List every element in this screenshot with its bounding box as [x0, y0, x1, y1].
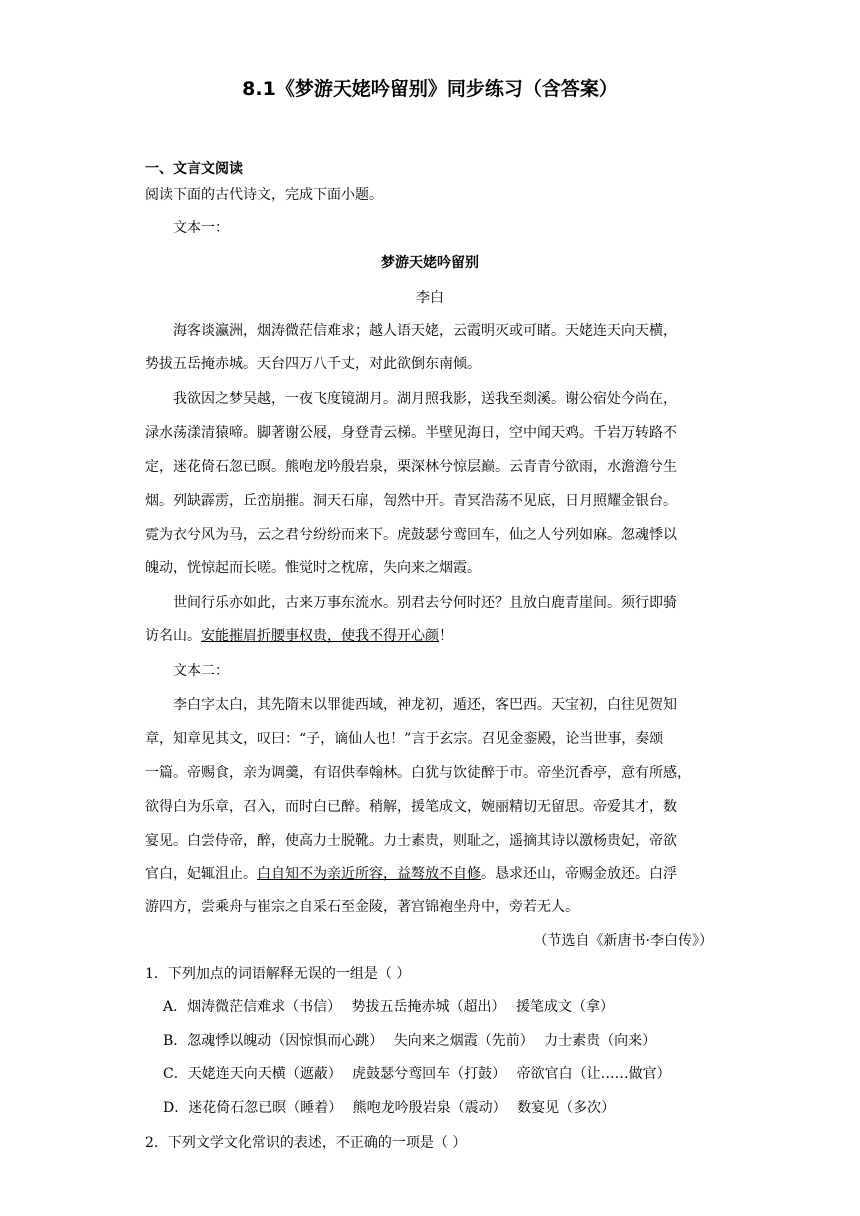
text2-line: 宴见。白尝侍帝，醉，使高力士脱靴。力士素贵，则耻之，遥摘其诗以激杨贵妃，帝欲: [145, 833, 677, 849]
text2-line: 章，知章见其文，叹曰：“子，谪仙人也！”言于玄宗。召见金銮殿，论当世事，奏颂: [145, 731, 664, 747]
poem-title: 梦游天姥吟留别: [381, 255, 479, 271]
poem-text: 访名山。: [145, 628, 201, 644]
poem-line: 渌水荡漾清猿啼。脚著谢公屐，身登青云梯。半壁见海日，空中闻天鸡。千岩万转路不: [145, 425, 677, 441]
poem-line: 我欲因之梦吴越，一夜飞度镜湖月。湖月照我影，送我至剡溪。谢公宿处今尚在，: [173, 391, 677, 407]
poem-line: 魄动，恍惊起而长嗟。惟觉时之枕席，失向来之烟霞。: [145, 560, 481, 576]
source-citation: （节选自《新唐书·李白传》）: [533, 933, 713, 949]
poem-line: 势拔五岳掩赤城。天台四万八千丈，对此欲倒东南倾。: [145, 356, 481, 372]
section-heading: 一、文言文阅读: [145, 161, 243, 177]
text2-line: 李白字太白，其先隋末以罪徙西域，神龙初，遁还，客巴西。天宝初，白往见贺知: [173, 697, 677, 713]
text2-line: 欲得白为乐章，召入，而时白已醉。稍解，援笔成文，婉丽精切无留思。帝爱其才，数: [145, 799, 677, 815]
text2-label: 文本二：: [173, 663, 229, 679]
poem-line: 霓为衣兮风为马，云之君兮纷纷而来下。虎鼓瑟兮鸾回车，仙之人兮列如麻。忽魂悸以: [145, 527, 677, 543]
poem-line: 世间行乐亦如此，古来万事东流水。别君去兮何时还？且放白鹿青崖间。须行即骑: [173, 595, 677, 611]
text2-line: 游四方，尝乘舟与崔宗之自采石至金陵，著宫锦袍坐舟中，旁若无人。: [145, 899, 579, 915]
underlined-sentence: 安能摧眉折腰事权贵，使我不得开心颜: [201, 628, 439, 644]
question-1-option-a[interactable]: A．烟涛微茫信难求（书信） 势拔五岳掩赤城（超出） 援笔成文（拿）: [163, 999, 615, 1015]
poem-line: 定，迷花倚石忽已暝。熊咆龙吟殷岩泉，栗深林兮惊层巅。云青青兮欲雨，水澹澹兮生: [145, 459, 677, 475]
text2-text: 。恳求还山，帝赐金放还。白浮: [481, 866, 677, 882]
question-2-stem: 2．下列文学文化常识的表述，不正确的一项是（ ）: [145, 1135, 467, 1151]
instruction: 阅读下面的古代诗文，完成下面小题。: [145, 187, 383, 203]
poem-line: 烟。列缺霹雳，丘峦崩摧。洞天石扉，訇然中开。青冥浩荡不见底，日月照耀金银台。: [145, 493, 677, 509]
text1-label: 文本一：: [173, 220, 229, 236]
question-1-stem: 1．下列加点的词语解释无误的一组是（ ）: [145, 966, 411, 982]
poem-line: 海客谈瀛洲，烟涛微茫信难求；越人语天姥，云霞明灭或可睹。天姥连天向天横，: [173, 323, 677, 339]
poem-line: [145, 626, 453, 646]
text2-text: 官白，妃辄沮止。: [145, 866, 257, 882]
question-1-option-d[interactable]: D．迷花倚石忽已暝（睡着） 熊咆龙吟殷岩泉（震动） 数宴见（多次）: [163, 1100, 616, 1116]
underlined-sentence: 白自知不为亲近所容，益骜放不自修: [257, 866, 481, 882]
text2-line: 一篇。帝赐食，亲为调羹，有诏供奉翰林。白犹与饮徒醉于市。帝坐沉香亭，意有所感，: [145, 765, 691, 781]
page-title: 8.1《梦游天姥吟留别》同步练习（含答案）: [242, 78, 618, 100]
poem-author: 李白: [416, 290, 444, 306]
question-1-option-c[interactable]: C．天姥连天向天横（遮蔽） 虎鼓瑟兮鸾回车（打鼓） 帝欲官白（让……做官）: [163, 1066, 671, 1082]
poem-text: ！: [439, 628, 453, 644]
text2-line: [145, 864, 677, 884]
question-1-option-b[interactable]: B．忽魂悸以魄动（因惊惧而心跳） 失向来之烟霞（先前） 力士素贵（向来）: [163, 1033, 657, 1049]
